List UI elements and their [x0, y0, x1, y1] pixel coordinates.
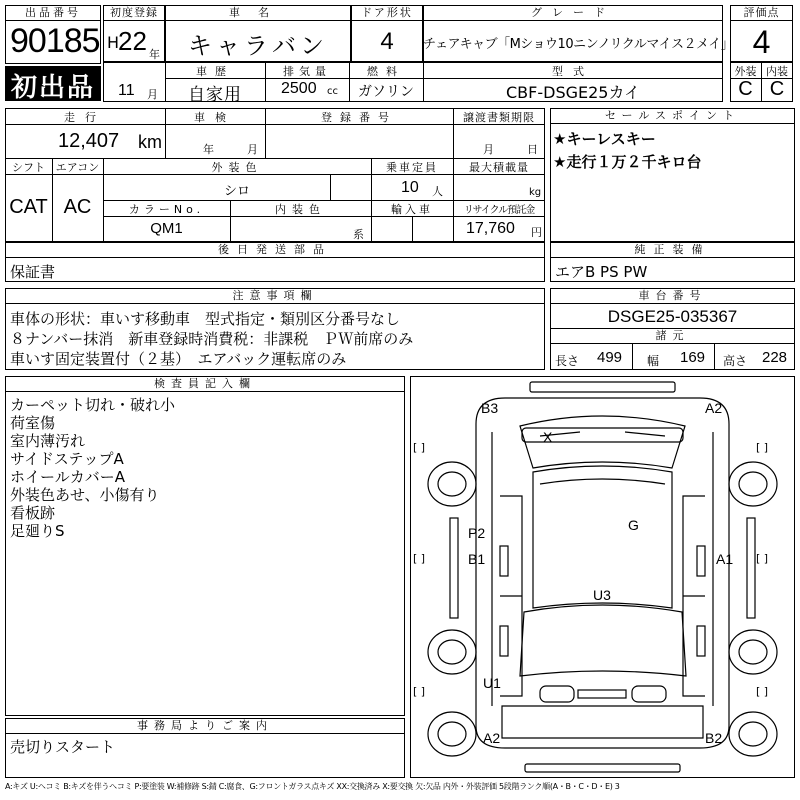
- displacement-value: 2500: [281, 80, 317, 97]
- mileage-value: 12,407: [58, 130, 120, 152]
- bracket-left-front: [ ]: [413, 441, 426, 454]
- lot-number-label: 出品番号: [5, 5, 101, 21]
- inspection-label: 車検: [194, 111, 236, 124]
- door-count: 4: [380, 28, 394, 55]
- notes-label: 注意事項欄: [5, 288, 545, 304]
- sales-point-2: ★走行１万２千キロ台: [553, 153, 702, 171]
- car-name: キャラバン: [188, 32, 328, 60]
- mark-b3: B3: [481, 400, 499, 416]
- max-load-unit: kg: [529, 187, 542, 198]
- fuel-label: 燃料: [367, 65, 405, 78]
- registration-number-label: 登録番号: [321, 111, 397, 124]
- interior-grade: C: [769, 78, 785, 100]
- recycle-unit: 円: [531, 226, 542, 239]
- recycle-value: 17,760: [466, 220, 515, 237]
- history-value: 自家用: [188, 85, 242, 105]
- first-registration-label: 初度登録: [103, 5, 165, 21]
- chassis-number: DSGE25-035367: [607, 307, 738, 326]
- exterior-label: 外装: [734, 65, 757, 78]
- bracket-right-rear: [ ]: [756, 685, 769, 698]
- mark-u3: U3: [593, 587, 611, 603]
- length-label: 長さ: [555, 354, 580, 368]
- max-load-label: 最大積載量: [469, 161, 529, 174]
- mark-a1: A1: [716, 551, 734, 567]
- sales-points-label: セールスポイント: [550, 108, 795, 124]
- mark-x: X: [543, 429, 553, 445]
- lot-number: 90185: [10, 22, 100, 60]
- inspector-label: 検査員記入欄: [5, 376, 405, 392]
- model-label: 型式: [552, 65, 594, 78]
- month-unit: 月: [147, 88, 158, 101]
- capacity-value: 10: [401, 179, 419, 196]
- mileage-unit: km: [138, 132, 162, 152]
- fuel-value: ガソリン: [358, 84, 414, 100]
- door-label: ドア形状: [351, 5, 423, 21]
- inspection-year-unit: 年: [203, 143, 214, 156]
- equipment-label: 純正装備: [550, 242, 795, 258]
- inspector-line-1: カーペット切れ・破れ小: [10, 396, 176, 414]
- shift-label: シフト: [12, 161, 45, 174]
- width-label: 幅: [647, 354, 660, 368]
- mark-p2: P2: [468, 525, 486, 541]
- mark-u1: U1: [483, 675, 501, 691]
- office-label: 事務局よりご案内: [5, 718, 405, 734]
- note-line-1: 車体の形状：車いす移動車 型式指定・類別区分番号なし: [10, 310, 401, 328]
- mark-b2: B2: [705, 730, 723, 746]
- interior-color-label: 内装色: [275, 203, 326, 216]
- exterior-grade: C: [738, 78, 753, 100]
- mark-a2-bottom: A2: [483, 730, 501, 746]
- mark-a2-top: A2: [705, 400, 723, 416]
- displacement-unit: cc: [327, 86, 338, 97]
- interior-color-suffix: 系: [353, 228, 364, 241]
- office-value: 売切りスタート: [10, 738, 116, 756]
- transfer-day-unit: 日: [527, 143, 538, 156]
- later-parts-value: 保証書: [10, 263, 56, 281]
- ac-value: AC: [63, 196, 92, 218]
- ac-label: エアコン: [55, 161, 100, 174]
- width-value: 169: [680, 349, 706, 366]
- bracket-right-mid: [ ]: [756, 552, 769, 565]
- transfer-month-unit: 月: [483, 143, 494, 156]
- registration-month: 11: [118, 82, 135, 99]
- model-value: CBF-DSGE25カイ: [506, 83, 640, 102]
- inspector-line-7: 看板跡: [10, 504, 56, 522]
- inspector-line-5: ホイールカバーA: [10, 468, 125, 486]
- inspector-line-2: 荷室傷: [10, 414, 56, 432]
- recycle-label: リサイクル預託金: [463, 205, 535, 216]
- transfer-docs-label: 譲渡書類期限: [463, 111, 535, 124]
- dimensions-label: 諸元: [550, 328, 795, 344]
- mark-b1: B1: [468, 551, 486, 567]
- bracket-left-mid: [ ]: [413, 552, 426, 565]
- exterior-color-value: シロ: [223, 184, 250, 199]
- import-label: 輸入車: [391, 203, 433, 216]
- exterior-color-label: 外装色: [211, 161, 263, 174]
- displacement-label: 排気量: [283, 65, 331, 78]
- chassis-label: 車台番号: [550, 288, 795, 304]
- note-line-2: ８ナンバー抹消 新車登録時消費税：非課税 ＰＷ前席のみ: [10, 330, 414, 348]
- inspector-line-8: 足廻りS: [10, 522, 65, 540]
- equipment-value: エアB PS PW: [555, 263, 648, 281]
- color-number-label: カラーNo.: [128, 203, 205, 216]
- history-label: 車歴: [196, 65, 234, 78]
- bracket-right-front: [ ]: [756, 441, 769, 454]
- score-label: 評価点: [730, 5, 793, 21]
- length-value: 499: [597, 349, 623, 366]
- shift-value: CAT: [9, 196, 48, 218]
- interior-label: 内装: [766, 65, 788, 78]
- note-line-3: 車いす固定装置付（２基） エアバック運転席のみ: [10, 350, 347, 368]
- mark-g: G: [628, 517, 639, 533]
- vehicle-diagram: [410, 376, 795, 778]
- first-listing-label: 初出品: [10, 73, 95, 103]
- era-letter: H: [107, 33, 120, 52]
- car-name-label: 車名: [165, 5, 351, 21]
- score-value: 4: [752, 24, 771, 60]
- inspector-line-4: サイドステップA: [10, 450, 124, 468]
- grade-value: チェアキャブ「Mショウ10ニンノリクルマイス２メイ」: [423, 37, 734, 52]
- grade-label: グレード: [423, 5, 723, 21]
- capacity-unit: 人: [432, 185, 443, 198]
- spec-table: [5, 108, 545, 242]
- height-label: 高さ: [723, 354, 748, 368]
- color-number-value: QM1: [150, 220, 183, 237]
- inspector-box: [5, 376, 405, 716]
- year-unit: 年: [149, 48, 160, 61]
- later-parts-label: 後日発送部品: [5, 242, 545, 258]
- sales-point-1: ★キーレスキー: [553, 130, 656, 148]
- inspector-line-6: 外装色あせ、小傷有り: [10, 486, 160, 504]
- inspection-month-unit: 月: [247, 143, 258, 156]
- mileage-label: 走行: [64, 111, 106, 124]
- legend-text: A:キズ U:ヘコミ B:キズを伴うヘコミ P:要塗装 W:補修跡 S:錆 C:腐食、G:フロントガラス点キズ XX:交換済み X:要交換 欠:欠品 内外・外装評価 5段階ランク順(A・B・C・D・E) 3: [5, 782, 620, 791]
- registration-year: 22: [118, 26, 147, 56]
- bracket-left-rear: [ ]: [413, 685, 426, 698]
- height-value: 228: [762, 349, 788, 366]
- capacity-label: 乗車定員: [386, 161, 438, 174]
- inspector-line-3: 室内薄汚れ: [10, 432, 86, 450]
